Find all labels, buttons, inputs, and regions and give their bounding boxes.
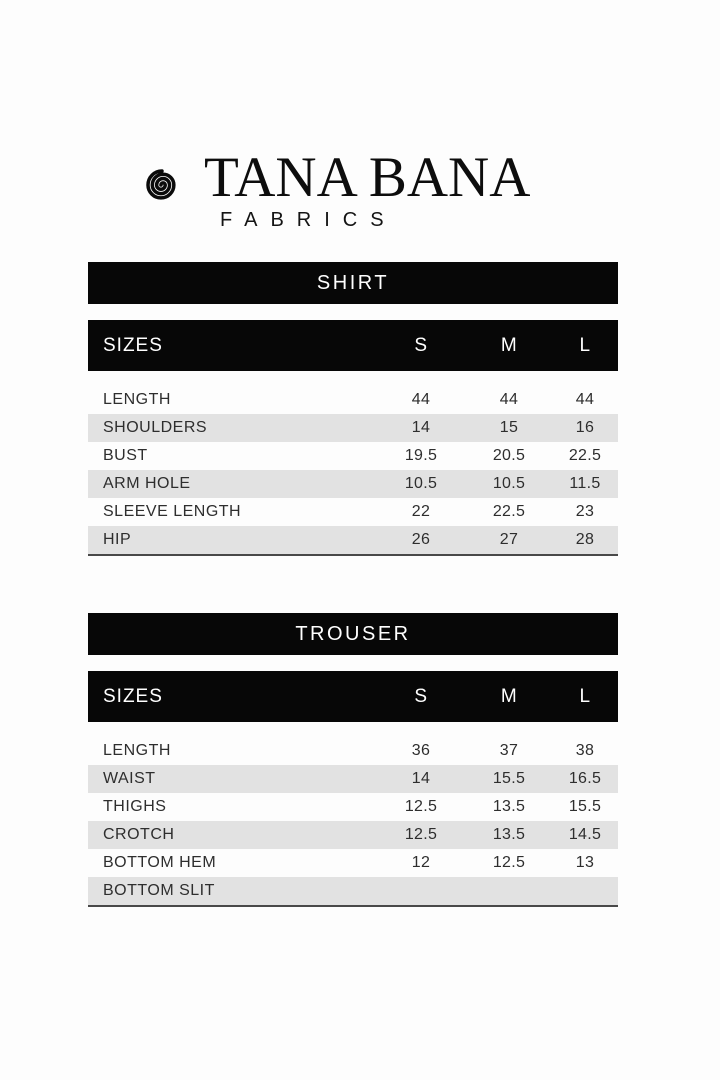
brand-logo (134, 146, 531, 232)
size-column-m: M (500, 334, 518, 356)
value-s: 12 (411, 854, 431, 871)
table-row (88, 765, 618, 793)
spiral-icon (134, 157, 190, 213)
measurement-label: HIP (103, 531, 132, 548)
table-row (88, 793, 618, 821)
value-s: 44 (411, 391, 431, 408)
value-m: 13.5 (492, 798, 526, 815)
measurement-label: LENGTH (103, 391, 171, 408)
value-l: 14.5 (568, 826, 602, 843)
trouser-sizes-header (88, 671, 618, 722)
measurement-label: LENGTH (103, 742, 171, 759)
value-m: 13.5 (492, 826, 526, 843)
value-m: 15.5 (492, 770, 526, 787)
value-s: 10.5 (404, 475, 438, 492)
trouser-section-title: TROUSER (88, 613, 618, 655)
size-column-s: S (414, 334, 428, 356)
table-row (88, 737, 618, 765)
trouser-section (88, 613, 618, 907)
value-l: 28 (575, 531, 595, 548)
value-l: 13 (575, 854, 595, 871)
value-m: 12.5 (492, 854, 526, 871)
table-row (88, 498, 618, 526)
value-l: 22.5 (568, 447, 602, 464)
table-row (88, 877, 618, 905)
measurement-label: BOTTOM SLIT (103, 882, 215, 899)
value-s: 19.5 (404, 447, 438, 464)
value-m: 20.5 (492, 447, 526, 464)
brand-subtitle: FABRICS (220, 209, 397, 231)
value-s: 26 (411, 531, 431, 548)
value-m: 10.5 (492, 475, 526, 492)
value-m: 15 (499, 419, 519, 436)
table-row (88, 386, 618, 414)
shirt-sizes-header (88, 320, 618, 371)
trouser-measurements-table (88, 737, 618, 907)
measurement-label: SLEEVE LENGTH (103, 503, 242, 520)
shirt-section (88, 262, 618, 556)
sizes-header-label: SIZES (103, 334, 163, 356)
value-l: 15.5 (568, 798, 602, 815)
measurement-label: SHOULDERS (103, 419, 208, 436)
value-m: 44 (499, 391, 519, 408)
value-s: 14 (411, 770, 431, 787)
size-column-l: L (579, 685, 591, 707)
value-m: 27 (499, 531, 519, 548)
table-row (88, 526, 618, 554)
value-l: 11.5 (569, 475, 601, 492)
brand-name: TANA BANA (204, 146, 531, 209)
value-s: 14 (411, 419, 431, 436)
value-l: 44 (575, 391, 595, 408)
value-m: 22.5 (492, 503, 526, 520)
table-row (88, 821, 618, 849)
measurement-label: THIGHS (103, 798, 167, 815)
value-s: 12.5 (404, 826, 438, 843)
value-l: 23 (575, 503, 595, 520)
measurement-label: BUST (103, 447, 148, 464)
table-row (88, 414, 618, 442)
shirt-section-title: SHIRT (88, 262, 618, 304)
measurement-label: WAIST (103, 770, 156, 787)
table-row (88, 849, 618, 877)
value-l: 16 (575, 419, 595, 436)
table-row (88, 470, 618, 498)
size-column-s: S (414, 685, 428, 707)
value-l: 38 (575, 742, 595, 759)
sizes-header-label: SIZES (103, 685, 163, 707)
measurement-label: ARM HOLE (103, 475, 191, 492)
value-m: 37 (499, 742, 519, 759)
measurement-label: BOTTOM HEM (103, 854, 217, 871)
shirt-measurements-table (88, 386, 618, 556)
size-column-l: L (579, 334, 591, 356)
brand-wordmark (204, 146, 531, 232)
value-s: 22 (411, 503, 431, 520)
value-l: 16.5 (568, 770, 602, 787)
size-column-m: M (500, 685, 518, 707)
measurement-label: CROTCH (103, 826, 175, 843)
table-row (88, 442, 618, 470)
value-s: 36 (411, 742, 431, 759)
value-s: 12.5 (404, 798, 438, 815)
